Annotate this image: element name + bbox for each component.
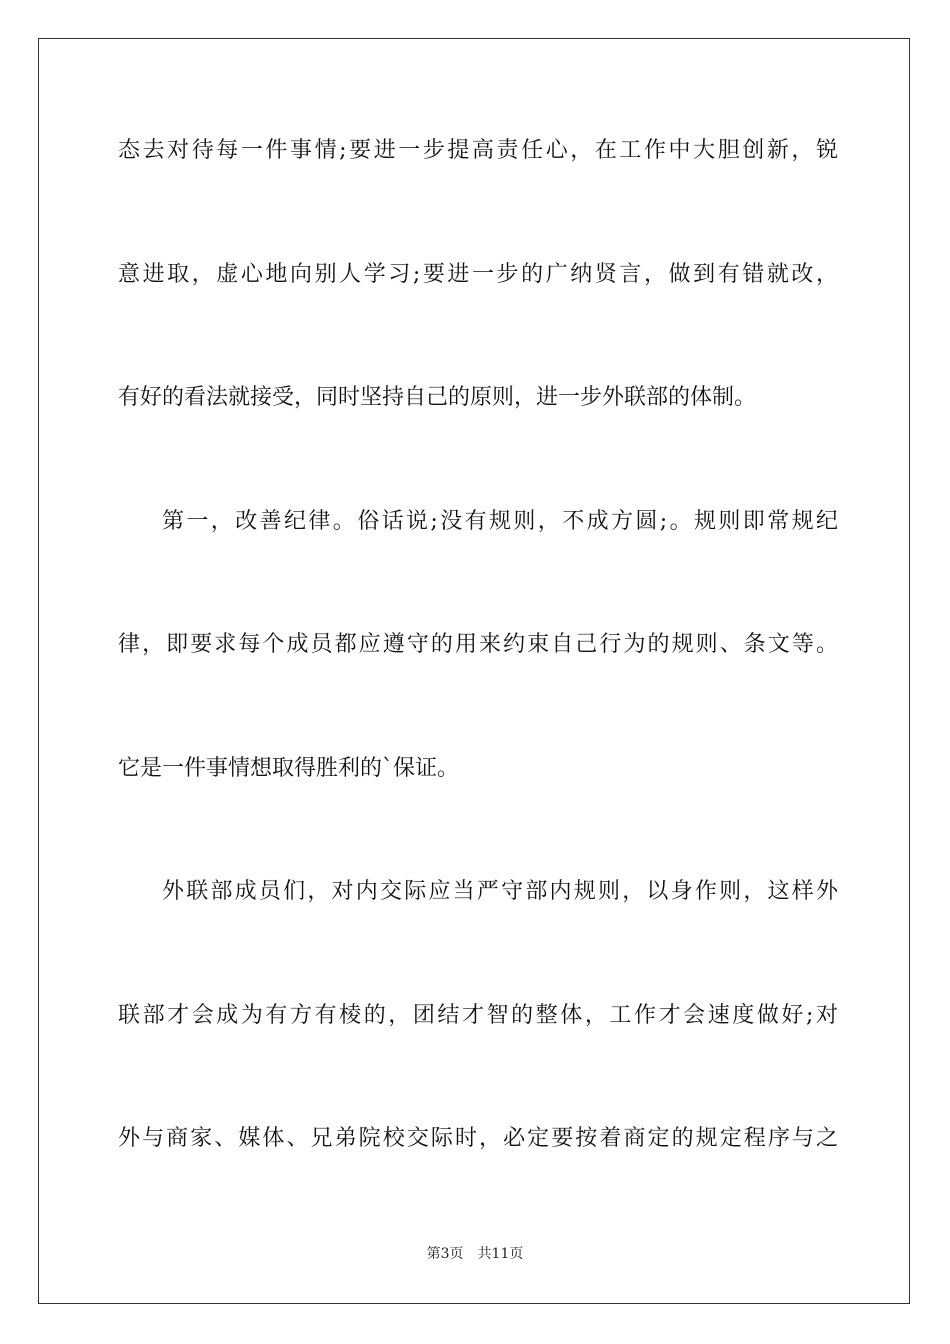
body-line-6: 它是一件事情想取得胜利的`保证。 xyxy=(118,756,460,781)
body-line-9: 外与商家、媒体、兄弟院校交际时，必定要按着商定的规定程序与之 xyxy=(118,1126,838,1151)
body-line-5: 律，即要求每个成员都应遵守的用来约束自己行为的规则、条文等。 xyxy=(118,632,838,657)
body-line-2: 意进取，虚心地向别人学习;要进一步的广纳贤言，做到有错就改， xyxy=(118,262,838,287)
total-pages: 共11页 xyxy=(477,1246,524,1262)
page-border xyxy=(38,38,910,1304)
page-number: 第3页 xyxy=(426,1246,464,1262)
body-line-7: 外联部成员们，对内交际应当严守部内规则，以身作则，这样外 xyxy=(162,879,838,904)
page-footer xyxy=(0,1244,950,1264)
body-line-8: 联部才会成为有方有棱的，团结才智的整体，工作才会速度做好;对 xyxy=(118,1003,838,1028)
body-line-1: 态去对待每一件事情;要进一步提高责任心，在工作中大胆创新，锐 xyxy=(118,138,838,163)
body-line-4: 第一，改善纪律。俗话说;没有规则，不成方圆;。规则即常规纪 xyxy=(162,509,838,534)
body-line-3: 有好的看法就接受，同时坚持自己的原则，进一步外联部的体制。 xyxy=(118,385,757,410)
